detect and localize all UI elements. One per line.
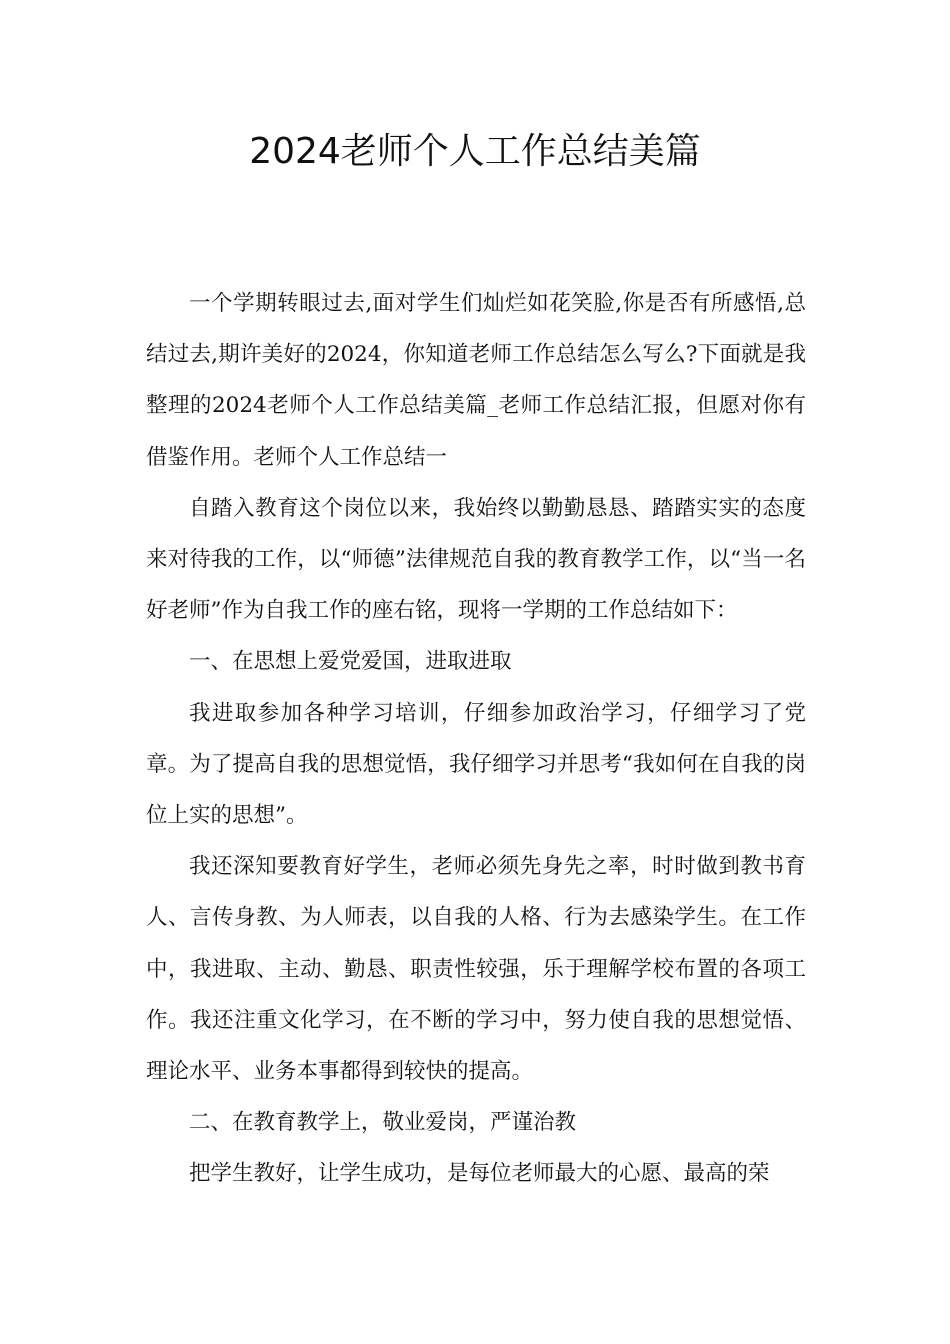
- body-paragraph: 我还深知要教育好学生，老师必须先身先之率，时时做到教书育人、言传身教、为人师表，以自我的人格、行为去感染学生。在工作中，我进取、主动、勤恳、职责性较强，乐于理解学校布置的各项工作。我还注重文化学习，在不断的学习中，努力使自我的思想觉悟、理论水平、业务本事都得到较快的提高。: [146, 854, 806, 1085]
- opening-paragraph: 自踏入教育这个岗位以来，我始终以勤勤恳恳、踏踏实实的态度来对待我的工作，以“师德”法律规范自我的教育教学工作，以“当一名好老师”作为自我工作的座右铭，现将一学期的工作总结如下：: [146, 495, 806, 624]
- body-paragraph: 把学生教好，让学生成功，是每位老师最大的心愿、最高的荣: [189, 1161, 770, 1187]
- section-heading-2: 二、在教育教学上，敬业爱岗，严谨治教: [189, 1110, 577, 1136]
- body-paragraph: 我进取参加各种学习培训，仔细参加政治学习，仔细学习了党章。为了提高自我的思想觉悟，我仔细学习并思考“我如何在自我的岗位上实的思想”。: [146, 700, 806, 829]
- document-body: [146, 278, 806, 1200]
- section-heading-1: 一、在思想上爱党爱国，进取进取: [189, 649, 512, 675]
- document-title: 2024老师个人工作总结美篇: [249, 131, 701, 172]
- intro-paragraph: 一个学期转眼过去,面对学生们灿烂如花笑脸,你是否有所感悟,总结过去,期许美好的2024，你知道老师工作总结怎么写么?下面就是我整理的2024老师个人工作总结美篇_老师工作总结汇报，但愿对你有借鉴作用。老师个人工作总结一: [146, 291, 806, 470]
